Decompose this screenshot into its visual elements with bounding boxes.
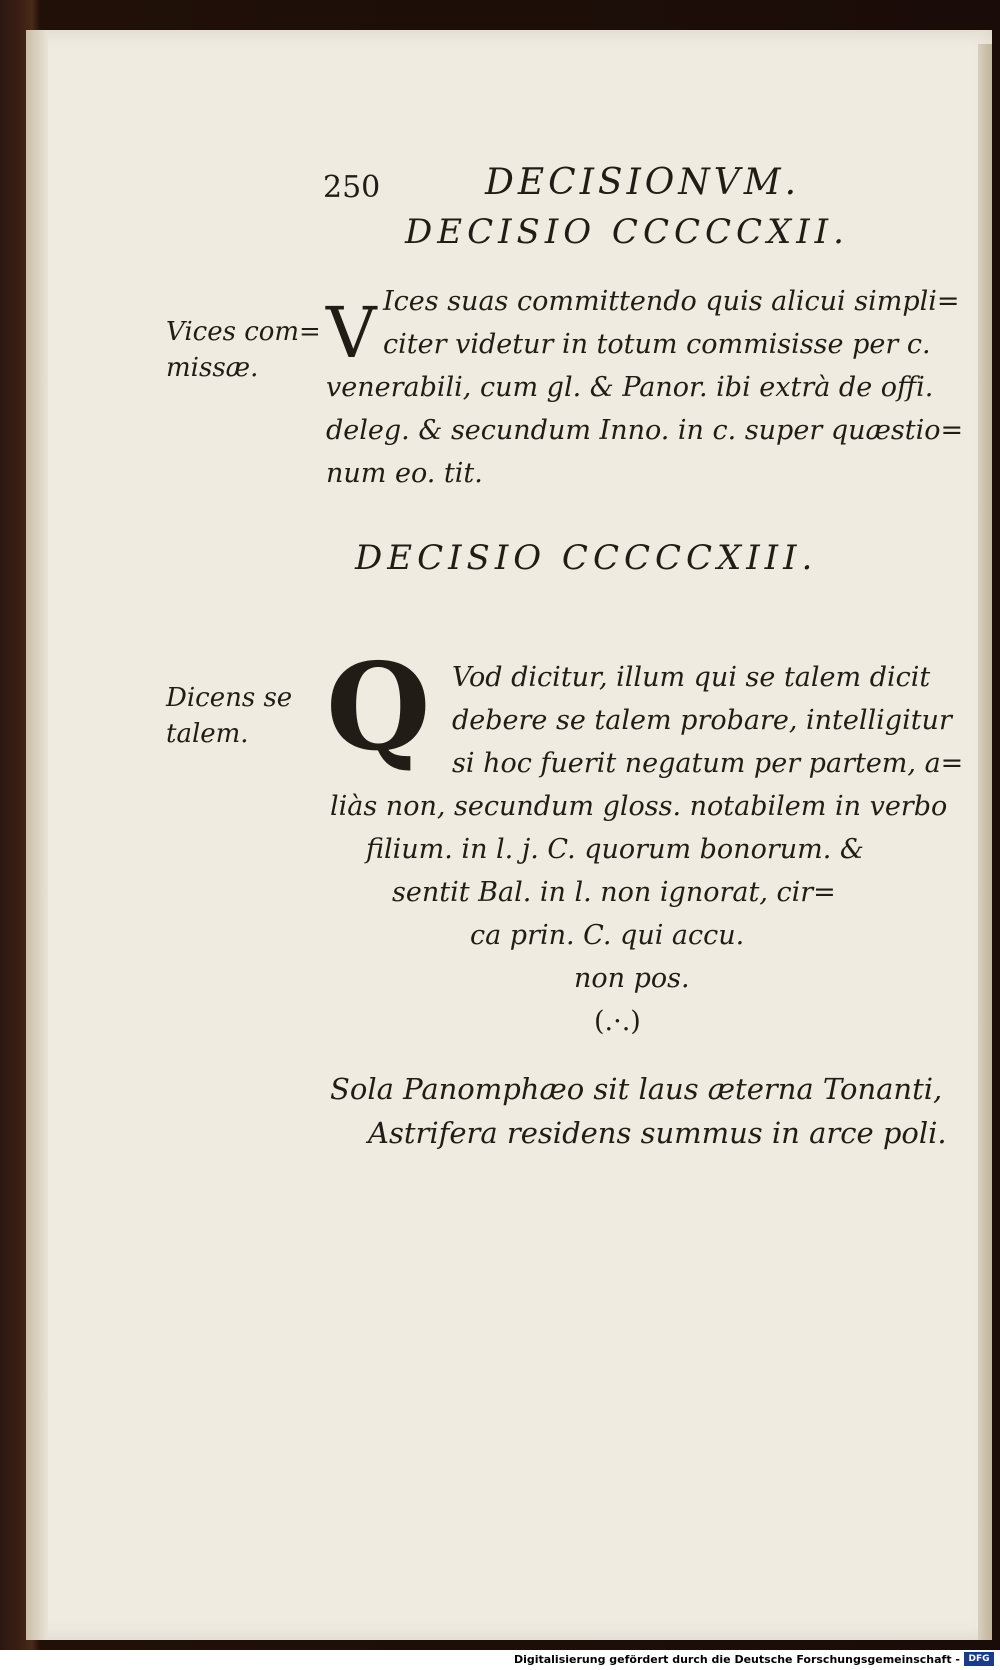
body-line: Vod dicitur, illum qui se talem dicit <box>452 662 931 693</box>
dfg-logo: DFG <box>964 1652 994 1666</box>
end-ornament: (.·.) <box>594 1006 641 1037</box>
drop-initial-q: Q <box>326 637 431 778</box>
page-gutter <box>26 30 48 1640</box>
footer-credit: Digitalisierung gefördert durch die Deutsche Forschungsgemeinschaft - <box>513 1653 960 1666</box>
verse-line: Sola Panomphæo sit laus æterna Tonanti, <box>330 1072 943 1106</box>
body-line: deleg. & secundum Inno. in c. super quæstio= <box>326 415 964 446</box>
body-line: Ices suas committendo quis alicui simpli= <box>383 286 960 317</box>
body-line: citer videtur in totum commisisse per c. <box>383 329 931 360</box>
margin-note-dicens <box>166 680 292 752</box>
body-line: debere se talem probare, intelligitur <box>452 705 952 736</box>
body-line: venerabili, cum gl. & Panor. ibi extrà de offi. <box>326 372 934 403</box>
margin-note-line: talem. <box>166 719 249 749</box>
page-number: 250 <box>323 170 381 205</box>
body-line: num eo. tit. <box>326 458 483 489</box>
verse-line: Astrifera residens summus in arce poli. <box>368 1116 947 1150</box>
decision-heading-412: DECISIO CCCCCXII. <box>405 212 849 252</box>
body-line: non pos. <box>574 963 690 994</box>
margin-note-vices <box>166 314 321 386</box>
margin-note-line: missæ. <box>166 353 259 383</box>
margin-note-line: Vices com= <box>166 317 321 347</box>
body-line: sentit Bal. in l. non ignorat, cir= <box>392 877 836 908</box>
body-line: liàs non, secundum gloss. notabilem in verbo <box>330 791 948 822</box>
running-title: DECISIONVM. <box>485 162 801 203</box>
decision-heading-413: DECISIO CCCCCXIII. <box>355 538 818 578</box>
drop-initial-v: V <box>326 292 377 374</box>
body-line: filium. in l. j. C. quorum bonorum. & <box>366 834 864 865</box>
margin-note-line: Dicens se <box>166 683 293 713</box>
body-line: ca prin. C. qui accu. <box>470 920 745 951</box>
body-line: si hoc fuerit negatum per partem, a= <box>452 748 964 779</box>
page-fore-edge <box>978 44 992 1640</box>
